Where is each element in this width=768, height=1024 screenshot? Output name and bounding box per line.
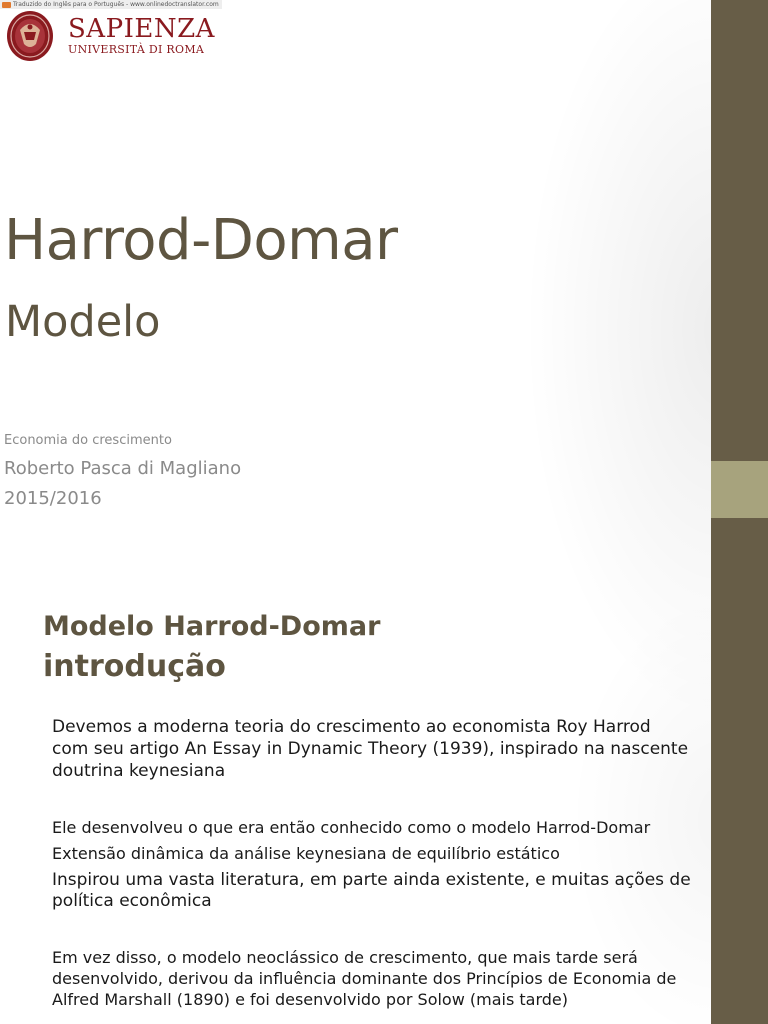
slide-subtitle: Modelo — [5, 297, 161, 347]
paragraph: Extensão dinâmica da análise keynesiana de equilíbrio estático — [52, 844, 560, 863]
university-logo — [6, 10, 215, 62]
slide-title: Harrod-Domar — [4, 208, 398, 273]
paragraph: Ele desenvolveu o que era então conhecido como o modelo Harrod-Domar — [52, 818, 651, 837]
logo-name: SAPIENZA — [68, 14, 215, 44]
academic-year: 2015/2016 — [4, 488, 102, 509]
logo-subtitle: UNIVERSITÀ DI ROMA — [68, 43, 205, 56]
section-heading-line1: Modelo Harrod-Domar — [43, 611, 381, 642]
translate-icon — [2, 2, 11, 8]
course-name: Economia do crescimento — [4, 433, 172, 448]
side-accent-block — [711, 461, 768, 518]
translator-banner[interactable] — [0, 0, 222, 9]
logo-wordmark — [68, 16, 215, 56]
section-heading — [43, 608, 380, 688]
section-heading-line2: introdução — [43, 649, 226, 684]
translator-banner-text: Traduzido do Inglês para o Português - www.onlinedoctranslator.com — [13, 0, 219, 8]
paragraph: Inspirou uma vasta literatura, em parte ainda existente, e muitas ações de política econômica — [52, 870, 691, 911]
university-seal-icon — [6, 10, 54, 62]
author-name: Roberto Pasca di Magliano — [4, 458, 242, 479]
paragraph: Em vez disso, o modelo neoclássico de crescimento, que mais tarde será desenvolvido, derivou da influência dominante dos Princípios de Economia de Alfred Marshall (1890) e foi desenvolvido por Solow (mais tarde) — [52, 948, 677, 1009]
paragraph: Devemos a moderna teoria do crescimento ao economista Roy Harrod com seu artigo An Essay in Dynamic Theory (1939), inspirado na nascente doutrina keynesiana — [52, 717, 689, 781]
